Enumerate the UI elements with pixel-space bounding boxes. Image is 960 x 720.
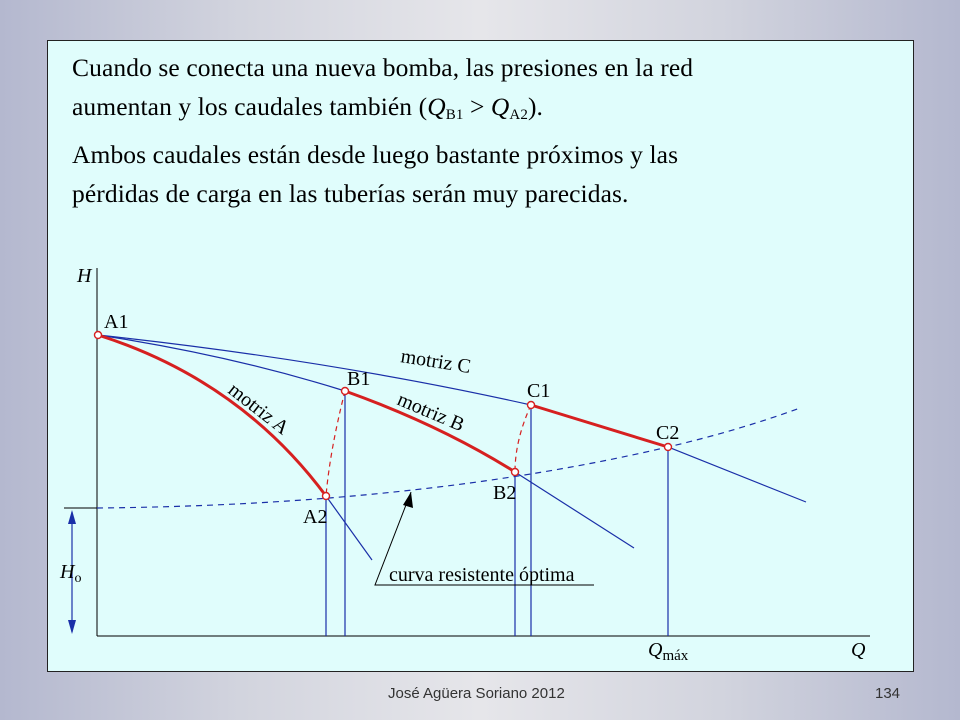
axis-label-q: Q <box>851 639 866 661</box>
point-a1 <box>95 332 102 339</box>
point-c2 <box>665 444 672 451</box>
footer-page-number: 134 <box>875 685 901 702</box>
para-line-1: Cuando se conecta una nueva bomba, las presiones en la red <box>72 53 694 82</box>
label-ho: $H_o$ <box>60 561 82 586</box>
dash-b1-a2 <box>326 391 345 496</box>
label-a1: A1 <box>104 311 129 333</box>
ho-arrow-up <box>68 510 76 524</box>
para-line-3: Ambos caudales están desde luego bastante próximos y las <box>72 140 679 169</box>
label-resistance-curve: curva resistente óptima <box>389 564 575 586</box>
label-c1: C1 <box>527 380 551 402</box>
label-motriz-a: motriz A <box>223 378 294 440</box>
label-qmax: $Q_{máx}$ <box>648 639 689 664</box>
para-line-4: pérdidas de carga en las tuberías serán muy parecidas. <box>72 179 629 208</box>
label-motriz-c: motriz C <box>399 345 473 378</box>
label-b1: B1 <box>347 368 371 390</box>
para-line-2: aumentan y los caudales también $(Q_{B1} > Q_{A2})$. <box>72 92 544 123</box>
curve-motriz-a <box>98 335 326 496</box>
dash-c1-b2 <box>515 405 531 472</box>
label-a2: A2 <box>303 506 328 528</box>
point-c1 <box>528 402 535 409</box>
point-b2 <box>512 469 519 476</box>
ho-arrow-down <box>68 620 76 634</box>
segment-c1-c2 <box>531 405 668 447</box>
point-a2 <box>323 493 330 500</box>
axis-label-h: H <box>77 265 92 287</box>
label-motriz-b: motriz B <box>394 388 468 437</box>
label-c2: C2 <box>656 422 680 444</box>
pointer-arrowhead <box>403 492 413 508</box>
footer-author: José Agüera Soriano 2012 <box>388 685 565 702</box>
curve-motriz-a-tail <box>326 496 372 560</box>
label-b2: B2 <box>493 482 517 504</box>
